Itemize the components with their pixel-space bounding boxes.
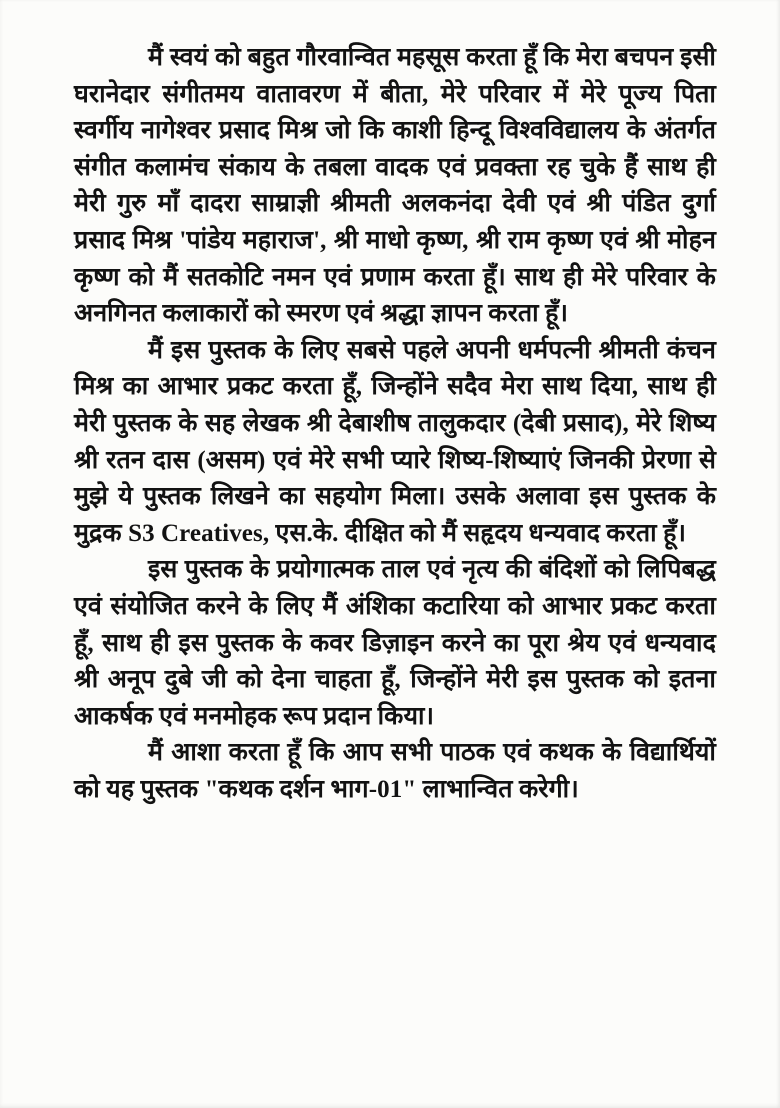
paragraph-acknowledgement-wife-coauthors: मैं इस पुस्तक के लिए सबसे पहले अपनी धर्मपत्नी श्रीमती कंचन मिश्र का आभार प्रकट करता हूँ, जिन्होंने सदैव मेरा साथ दिया, साथ ही मेरी पुस्तक के सह लेखक श्री देबाशीष तालुकदार (देबी प्रसाद), मेरे शिष्य श्री रतन दास (असम) एवं मेरे सभी प्यारे शिष्य-शिष्याएं जिनकी प्रेरणा से मुझे ये पुस्तक लिखने का सहयोग मिला। उसके अलावा इस पुस्तक के मुद्रक S3 Creatives, एस.के. दीक्षित को मैं सहृदय धन्यवाद करता हूँ। xyxy=(74,336,716,547)
page-text-block xyxy=(74,40,716,808)
paragraph-acknowledgement-family: मैं स्वयं को बहुत गौरवान्वित महसूस करता हूँ कि मेरा बचपन इसी घरानेदार संगीतमय वातावरण में बीता, मेरे परिवार में मेरे पूज्य पिता स्वर्गीय नागेश्वर प्रसाद मिश्र जो कि काशी हिन्दू विश्वविद्यालय के अंतर्गत संगीत कलामंच संकाय के तबला वादक एवं प्रवक्ता रह चुके हैं साथ ही मेरी गुरु माँ दादरा साम्राज्ञी श्रीमती अलकनंदा देवी एवं श्री पंडित दुर्गा प्रसाद मिश्र 'पांडेय महाराज', श्री माधो कृष्ण, श्री राम कृष्ण एवं श्री मोहन कृष्ण को मैं सतकोटि नमन एवं प्रणाम करता हूँ। साथ ही मेरे परिवार के अनगिनत कलाकारों को स्मरण एवं श्रद्धा ज्ञापन करता हूँ। xyxy=(74,44,716,328)
paragraph-acknowledgement-design: इस पुस्तक के प्रयोगात्मक ताल एवं नृत्य की बंदिशों को लिपिबद्ध एवं संयोजित करने के लिए मैं अंशिका कटारिया को आभार प्रकट करता हूँ, साथ ही इस पुस्तक के कवर डिज़ाइन करने का पूरा श्रेय एवं धन्यवाद श्री अनूप दुबे जी को देना चाहता हूँ, जिन्होंने मेरी इस पुस्तक को इतना आकर्षक एवं मनमोहक रूप प्रदान किया। xyxy=(74,556,716,730)
paragraph-closing-hope: मैं आशा करता हूँ कि आप सभी पाठक एवं कथक के विद्यार्थियों को यह पुस्तक "कथक दर्शन भाग-01" लाभान्वित करेगी। xyxy=(74,739,716,803)
